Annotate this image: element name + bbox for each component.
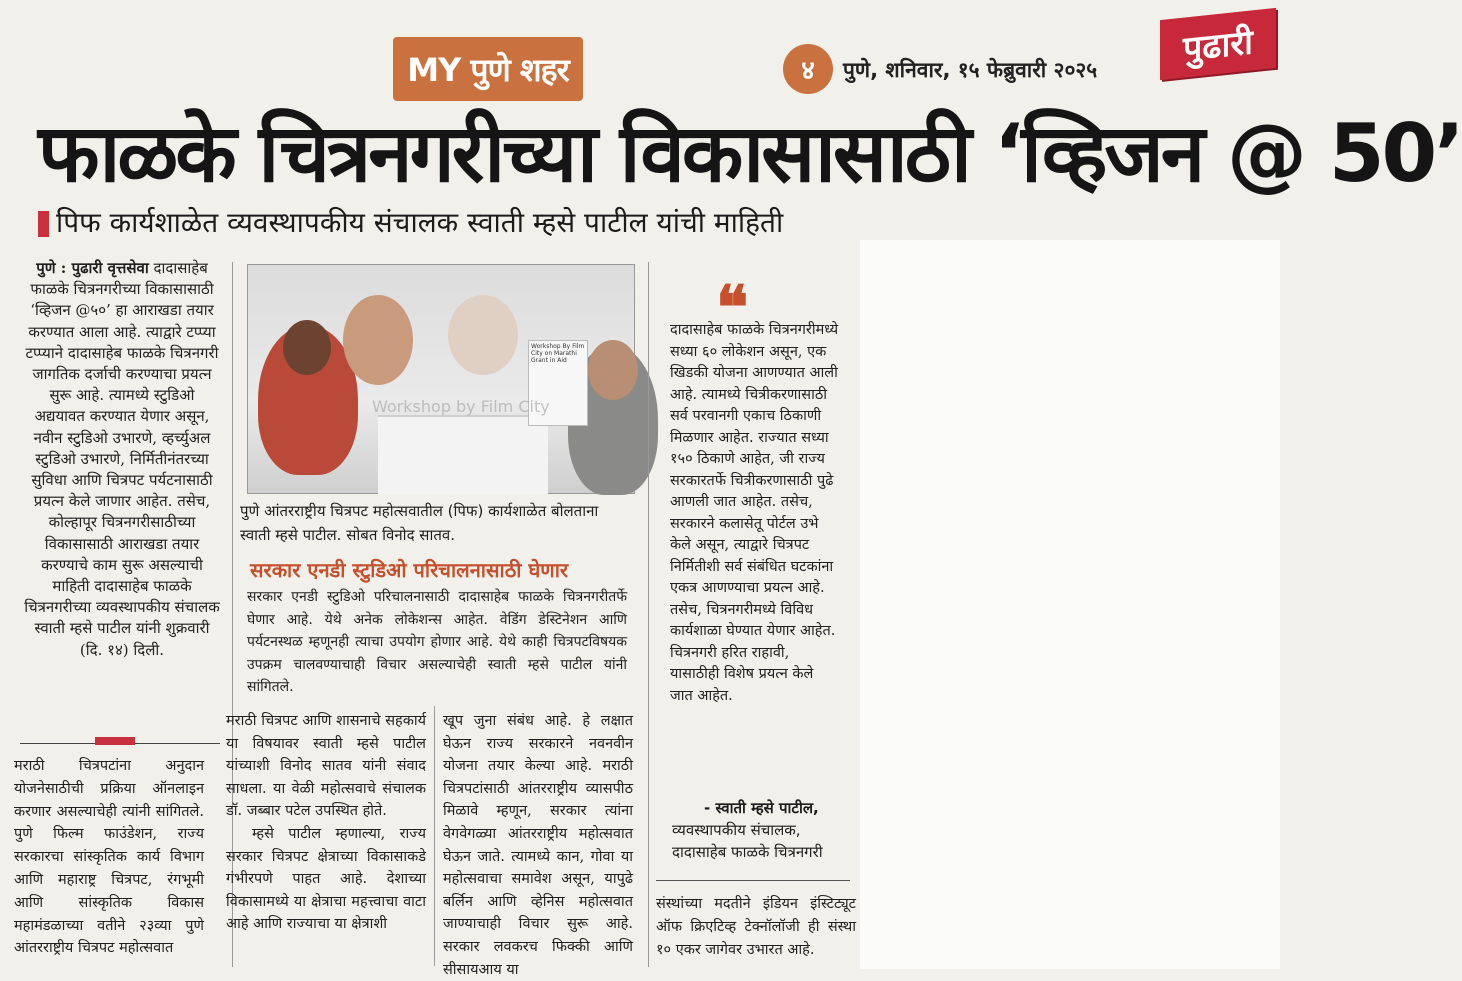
byline: पुणे : पुढारी वृत्तसेवा [36,259,149,277]
column-2-text-b: म्हसे पाटील म्हणाल्या, राज्य सरकार चित्रपट क्षेत्राच्या विकासाकडे गंभीरपणे पाहत आहे. देशाच्या विकासामध्ये या क्षेत्राचा महत्त्वाचा वाटा आहे आणि राज्याचा या क्षेत्राशी [226,825,426,933]
subhead-marker [38,211,49,237]
quote-mark-icon: ❝ [716,273,749,343]
column-1-continued: मराठी चित्रपटांना अनुदान योजनेसाठीची प्रक्रिया ऑनलाइन करणार असल्याचेही त्यांनी सांगितले. पुणे फिल्म फाउंडेशन, राज्य सरकारचा सांस्कृतिक कार्य विभाग आणि महाराष्ट्र चित्रपट, रंगभूमी आणि सांस्कृतिक विकास महामंडळाच्या वतीने २३व्या पुणे आंतरराष्ट्रीय चित्रपट महोत्सवात [14,758,204,957]
newspaper-logo: पुढारी [1160,8,1276,80]
column-rule [434,706,435,966]
column-4-continued: संस्थांच्या मदतीने इंडियन इंस्टिट्यूट ऑफ क्रिएटिव्ह टेक्नॉलॉजी ही संस्था १० एकर जागेवर उभारत आहे. [656,896,856,958]
column-3: खूप जुना संबंध आहे. हे लक्षात घेऊन राज्य सरकारने नवनवीन योजना तयार केल्या आहे. मराठी चित्रपटांसाठी आंतरराष्ट्रीय व्यासपीठ मिळावे म्हणून, सरकार त्यांना वेगवेगळ्या आंतरराष्ट्रीय महोत्सवात घेऊन जाते. त्यामध्ये कान, गोवा या महोत्सवाचा समावेश असून, यापुढे बर्लिन आणि व्हेनिस महोत्सवात जाण्याचाही विचार सुरू आहे. सरकार लवकरच फिक्की आणि सीसायआय या [443,713,633,978]
page-number: ४ [783,44,833,94]
article-photo [247,264,635,494]
divider-accent [95,737,135,745]
column-1 [24,258,220,661]
dateline: पुणे, शनिवार, १५ फेब्रुवारी २०२५ [843,58,1098,82]
photo-caption: पुणे आंतरराष्ट्रीय चित्रपट महोत्सवातील (पिफ) कार्यशाळेत बोलताना स्वाती म्हसे पाटील. सोबत विनोद सातव. [240,502,599,544]
photo-poster-face [343,295,413,385]
column-2 [226,710,426,936]
photo-person-head [283,320,331,375]
section-badge: MY पुणे शहर [393,37,583,101]
quote-author-role: व्यवस्थापकीय संचालक, दादासाहेब फाळके चित्रनगरी [672,821,823,861]
column-rule [648,262,649,967]
quote-author: - स्वाती म्हसे पाटील, [704,799,819,817]
photo-banner: Workshop By Film City on Marathi Grant in Aid [528,340,588,426]
headline: फाळके चित्रनगरीच्या विकासासाठी ‘व्हिजन @ 50’ [38,107,1462,200]
photo-backdrop-text: Workshop by Film City [372,397,550,416]
subheadline: पिफ कार्यशाळेत व्यवस्थापकीय संचालक स्वाती म्हसे पाटील यांची माहिती [56,206,784,239]
photo-person-head-2 [588,340,638,400]
box-text: सरकार एनडी स्टुडिओ परिचालनासाठी दादासाहेब फाळके चित्रनगरीतर्फे घेणार आहे. येथे अनेक लोकेशन्स आहेत. वेडिंग डेस्टिनेशन आणि पर्यटनस्थळ म्हणूनही त्याचा उपयोग होणार आहे. येथे काही चित्रपटविषयक उपक्रम चालवण्याचाही विचार असल्याचेही स्वाती म्हसे पाटील यांनी सांगितले. [247,589,627,695]
box-heading: सरकार एनडी स्टुडिओ परिचालनासाठी घेणार [250,558,569,582]
column-1-text: दादासाहेब फाळके चित्रनगरीच्या विकासासाठी ‘व्हिजन @५०’ हा आराखडा तयार करण्यात आला आहे. त्याद्वारे टप्प्या टप्प्याने दादासाहेब फाळके चित्रनगरी जागतिक दर्जाची करण्याचा प्रयत्न सुरू आहे. त्यामध्ये स्टुडिओ अद्ययावत करण्यात येणार असून, नवीन स्टुडिओ उभारणे, व्हर्च्युअल स्टुडिओ उभारणे, निर्मितीनंतरच्या सुविधा आणि चित्रपट पर्यटनासाठी प्रयत्न केले जाणार आहेत. तसेच, कोल्हापूर चित्रनगरीसाठीच्या विकासासाठी आराखडा तयार करण्याचे काम सुरू असल्याची माहिती दादासाहेब फाळके चित्रनगरीच्या व्यवस्थापकीय संचालक स्वाती म्हसे पाटील यांनी शुक्रवारी (दि. १४) दिली. [24,259,220,659]
quote-attribution [672,797,842,863]
column-2-text: मराठी चित्रपट आणि शासनाचे सहकार्य या विषयावर स्वाती म्हसे पाटील यांच्याशी विनोद सातव यांनी संवाद साधला. या वेळी महोत्सवाचे संचालक डॉ. जब्बार पटेल उपस्थित होते. [226,713,426,820]
photo-table [378,415,548,495]
blank-margin [860,240,1280,969]
pull-quote: दादासाहेब फाळके चित्रनगरीमध्ये सध्या ६० लोकेशन असून, एक खिडकी योजना आणण्यात आली आहे. त्यामध्ये चित्रीकरणासाठी सर्व परवानगी एकाच ठिकाणी मिळणार आहेत. राज्यात सध्या १५० ठिकाणे आहेत, जी राज्य सरकारतर्फे चित्रीकरणासाठी पुढे आणली जात आहेत. तसेच, सरकारने कलासेतू पोर्टल उभे केले असून, त्याद्वारे चित्रपट निर्मितीशी सर्व संबंधित घटकांना एकत्र आणण्याचा प्रयत्न आहे. तसेच, चित्रनगरीमध्ये विविध कार्यशाळा घेण्यात येणार आहेत. चित्रनगरी हरित राहावी, यासाठीही विशेष प्रयत्न केले जात आहेत. [670,322,839,704]
photo-poster-face-2 [448,295,518,375]
divider [656,880,850,881]
